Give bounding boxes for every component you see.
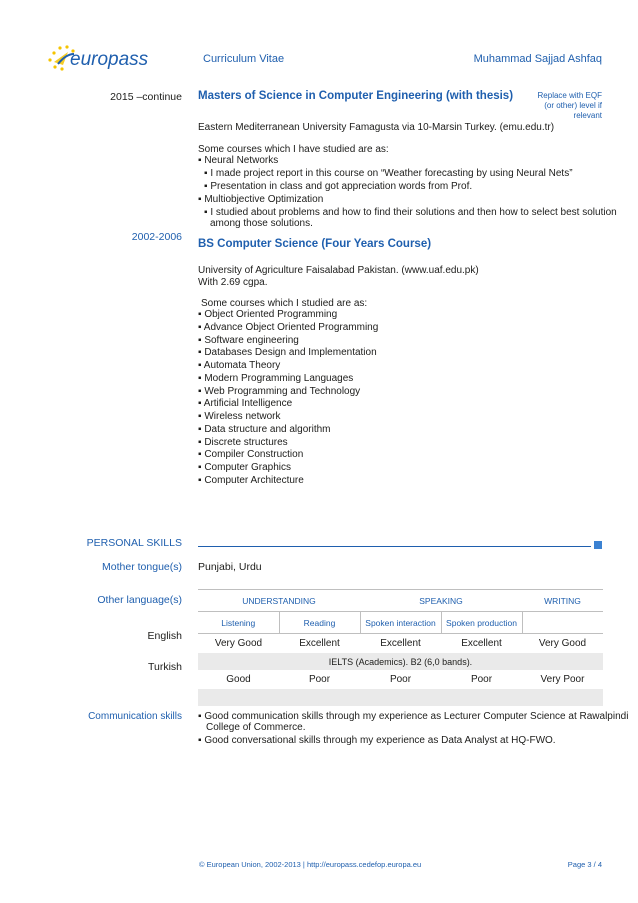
course-item: ▪ Discrete structures [198, 436, 288, 448]
course-item: ▪ Object Oriented Programming [198, 309, 338, 320]
communication-text: Good conversational skills through my experience as Data Analyst at HQ-FWO. [204, 735, 556, 746]
education-title-1: Masters of Science in Computer Engineering (with thesis) [198, 90, 514, 102]
course-text: Presentation in class and got appreciation words from Prof. [210, 181, 473, 192]
course-text: Databases Design and Implementation [204, 347, 377, 359]
course-text: Computer Architecture [204, 474, 304, 486]
person-name: Muhammad Sajjad Ashfaq [473, 53, 602, 65]
language-name-english: English [147, 630, 182, 642]
subheader-reading: Reading [279, 612, 360, 634]
course-text: Software engineering [204, 334, 299, 346]
subheader-listening: Listening [198, 612, 279, 634]
mother-tongue-label: Mother tongue(s) [102, 561, 182, 573]
course-item: ▪ Modern Programming Languages [198, 372, 354, 384]
course-item: ▪ Computer Graphics [198, 462, 292, 473]
certificate-row [198, 653, 603, 670]
course-item: ▪ Data structure and algorithm [198, 423, 331, 435]
eqf-note-line: relevant [573, 111, 602, 120]
course-text: Artificial Intelligence [203, 398, 293, 410]
level-cell: Poor [308, 674, 331, 685]
header-writing: WRITING [522, 590, 603, 612]
level-cell: Very Good [214, 638, 263, 649]
course-item: ▪ Automata Theory [198, 360, 281, 371]
course-item: ▪ Software engineering [198, 334, 299, 346]
table-subheader-row [198, 612, 603, 634]
communication-item: ▪ Good communication skills through my experience as Lecturer Computer Science at Rawalpindi [198, 711, 629, 722]
level-cell: Poor [389, 674, 412, 685]
certificate-cell: IELTS (Academics). B2 (6,0 bands). [198, 653, 603, 670]
course-text: Web Programming and Technology [204, 385, 361, 397]
logo-text: europass [70, 49, 149, 70]
page-number: Page 3 / 4 [567, 860, 602, 869]
communication-item: ▪ Good conversational skills through my experience as Data Analyst at HQ-FWO. [198, 735, 556, 746]
course-item: ▪ Multiobjective Optimization [198, 194, 324, 205]
course-text: Neural Networks [204, 155, 279, 166]
institution-1: Eastern Mediterranean University Famagusta via 10-Marsin Turkey. (emu.edu.tr) [198, 122, 555, 133]
course-text: Discrete structures [204, 436, 288, 448]
subheader-spoken-interaction: Spoken interaction [360, 612, 441, 634]
course-item: ▪ I made project report in this course on “Weather forecasting by using Neural Nets” [204, 168, 573, 179]
header-understanding: UNDERSTANDING [198, 590, 360, 612]
courses-intro-1: Some courses which I have studied are as: [198, 144, 389, 155]
institution-2: University of Agriculture Faisalabad Pakistan. (www.uaf.edu.pk) [198, 265, 479, 276]
certificate-cell [198, 689, 603, 706]
course-item: ▪ Artificial Intelligence [198, 398, 293, 410]
communication-skills-label: Communication skills [88, 711, 182, 722]
header-speaking: SPEAKING [360, 590, 522, 612]
level-cell: Excellent [380, 638, 421, 649]
table-row [198, 670, 603, 689]
personal-skills-heading: PERSONAL SKILLS [86, 537, 182, 549]
other-languages-label: Other language(s) [97, 594, 182, 606]
course-text: Object Oriented Programming [204, 309, 338, 320]
course-item: ▪ Presentation in class and got appreciation words from Prof. [204, 181, 473, 192]
courses-intro-2: Some courses which I studied are as: [201, 298, 368, 309]
course-text: Multiobjective Optimization [204, 194, 324, 205]
course-item: ▪ Web Programming and Technology [198, 385, 361, 397]
course-text: Modern Programming Languages [204, 372, 354, 384]
footer-copyright[interactable]: © European Union, 2002-2013 | http://europass.cedefop.europa.eu [199, 860, 422, 869]
education-date-2: 2002-2006 [131, 231, 182, 243]
level-cell: Very Poor [540, 674, 585, 685]
communication-item-continued: College of Commerce. [206, 722, 306, 733]
table-header-row [198, 590, 603, 612]
course-text: I studied about problems and how to find their solutions and then how to select best solution [210, 207, 617, 218]
course-text: Advance Object Oriented Programming [203, 321, 379, 333]
eqf-note-line: (or other) level if [544, 101, 602, 110]
level-cell: Very Good [538, 638, 587, 649]
course-text: Data structure and algorithm [204, 423, 331, 435]
level-cell: Poor [470, 674, 493, 685]
course-text: I made project report in this course on “Weather forecasting by using Neural Nets” [210, 168, 573, 179]
level-cell: Excellent [461, 638, 502, 649]
cgpa: With 2.69 cgpa. [198, 277, 268, 288]
education-date-1: 2015 –continue [110, 91, 182, 103]
mother-tongue-value: Punjabi, Urdu [198, 561, 262, 573]
course-item: ▪ Compiler Construction [198, 449, 304, 461]
table-row [198, 634, 603, 654]
course-item: ▪ Computer Architecture [198, 474, 304, 486]
subheader-spoken-production: Spoken production [441, 612, 522, 634]
course-text: Automata Theory [203, 360, 281, 371]
course-text: Computer Graphics [204, 462, 292, 473]
course-item: ▪ Wireless network [198, 411, 281, 422]
education-title-2: BS Computer Science (Four Years Course) [198, 238, 432, 250]
language-name-turkish: Turkish [147, 661, 182, 673]
certificate-row [198, 689, 603, 706]
subheader-blank [522, 612, 603, 634]
section-divider [198, 546, 591, 547]
communication-text: Good communication skills through my experience as Lecturer Computer Science at Rawalpindi [204, 711, 629, 722]
section-square-icon [594, 541, 602, 549]
europass-logo [44, 40, 149, 74]
course-item-continued: among those solutions. [210, 218, 313, 229]
language-table [198, 589, 603, 706]
course-item: ▪ Neural Networks [198, 155, 279, 166]
course-text: Wireless network [204, 411, 281, 422]
eqf-note-line: Replace with EQF [537, 91, 602, 100]
level-cell: Good [226, 674, 251, 685]
course-item: ▪ I studied about problems and how to find their solutions and then how to select best solution [204, 207, 617, 218]
level-cell: Excellent [299, 638, 340, 649]
course-item: ▪ Databases Design and Implementation [198, 347, 377, 359]
course-text: Compiler Construction [204, 449, 304, 461]
eqf-note [538, 91, 602, 121]
doc-title: Curriculum Vitae [203, 53, 285, 65]
course-item: ▪ Advance Object Oriented Programming [198, 321, 379, 333]
